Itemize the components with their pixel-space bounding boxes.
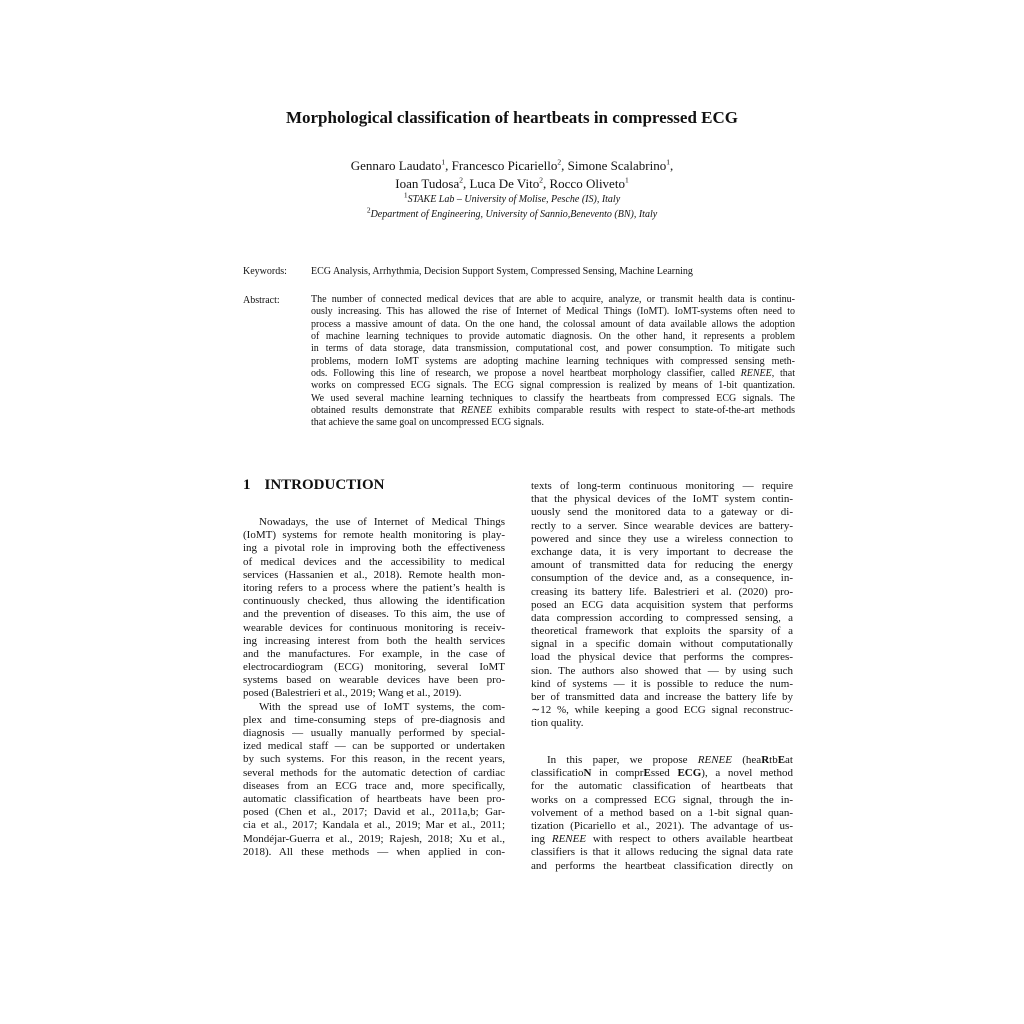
body-line: creasing its battery life. Balestrieri et al. (2020) pro- bbox=[531, 585, 793, 598]
section-number: 1 bbox=[243, 477, 251, 493]
body-line: In this paper, we propose RENEE (heaRtbEat bbox=[547, 754, 793, 766]
body-line: continuously checked, thus allowing the identification bbox=[243, 595, 505, 608]
body-line: uously send the monitored data to a gateway or di- bbox=[531, 506, 793, 519]
body-line: Mondéjar-Guerra et al., 2019; Rajesh, 2018; Xu et al., bbox=[243, 832, 505, 845]
body-line: texts of long-term continuous monitoring — require bbox=[531, 480, 793, 492]
abstract-line: ously increasing. This has allowed the rise of Internet of Medical Things (IoMT). IoMT-systems often need to bbox=[311, 306, 795, 318]
author-affiliation-mark: 1 bbox=[624, 175, 629, 185]
body-line: that the physical devices of the IoMT system contin- bbox=[531, 493, 793, 506]
body-line: systems based on wearable devices have been pro- bbox=[243, 674, 505, 687]
body-line: ing a pivotal role in improving both the effectiveness bbox=[243, 542, 505, 555]
affiliation-list bbox=[0, 190, 1024, 222]
body-line: ized medical staff — can be supported or undertaken bbox=[243, 740, 505, 753]
author-affiliation-mark: 2 bbox=[557, 157, 562, 167]
body-line: for the automatic classification of heartbeats that bbox=[531, 780, 793, 793]
body-line: consumption of the device and, as a consequence, in- bbox=[531, 572, 793, 585]
body-line: electrocardiogram (ECG) monitoring, several IoMT bbox=[243, 661, 505, 674]
section-heading bbox=[243, 477, 385, 494]
abstract-line: We used several machine learning techniques to classify the heartbeats from compressed ECG signals. The bbox=[311, 392, 795, 404]
affiliation-line bbox=[0, 190, 1024, 208]
body-line: works on a compressed ECG signal, through the in- bbox=[531, 793, 793, 806]
body-line: volvement of a method based on a 1-bit signal quan- bbox=[531, 806, 793, 819]
paper-title: Morphological classification of heartbeats in compressed ECG bbox=[285, 108, 739, 127]
author-list bbox=[0, 157, 1024, 193]
body-line: diseases from an ECG trace and, more specifically, bbox=[243, 779, 505, 792]
abstract-line: obtained results demonstrate that RENEE exhibits comparable results with respect to state-of-the-art methods bbox=[311, 405, 795, 417]
left-column bbox=[243, 516, 505, 859]
abstract-line: of machine learning techniques to provide automatic diagnosis. On the other hand, it represents a problem bbox=[311, 331, 795, 343]
body-line: 2018). All these methods — when applied in con- bbox=[243, 845, 505, 858]
abstract-line: works on compressed ECG signals. The ECG signal compression is realized by means of 1-bit quantization. bbox=[311, 380, 795, 392]
abstract-body bbox=[311, 294, 795, 430]
body-line: classifiers is that it allows reducing the signal data rate bbox=[531, 846, 793, 859]
body-line: and performs the heartbeat classification directly on bbox=[531, 859, 793, 872]
body-line: powered and since they use a wireless connection to bbox=[531, 532, 793, 545]
author-name: Ioan Tudosa bbox=[395, 176, 460, 191]
affiliation-mark: 2 bbox=[366, 205, 371, 215]
body-line: and the manufactures. For example, in the case of bbox=[243, 647, 505, 660]
author-line-2: Ioan Tudosa$^2$, Luca De Vito$^2$, Rocco Oliveto$^1$ bbox=[395, 175, 629, 191]
author-affiliation-mark: 2 bbox=[539, 175, 543, 185]
author-affiliation-mark: 1 bbox=[666, 157, 670, 167]
body-line: theoretical framework that exploits the sparsity of a bbox=[531, 625, 793, 638]
author-name: Gennaro Laudato bbox=[350, 158, 442, 173]
body-line: ing RENEE with respect to others available heartbeat bbox=[531, 833, 793, 846]
body-line: posed an ECG data acquisition system that performs bbox=[531, 598, 793, 611]
affiliation-mark: 1 bbox=[403, 190, 408, 200]
body-line: automatic classification of heartbeats have been pro- bbox=[243, 792, 505, 805]
body-line: posed (Balestrieri et al., 2019; Wang et al., 2019). bbox=[243, 687, 462, 700]
body-line: classificatioN in comprEssed ECG), a novel method bbox=[531, 767, 793, 780]
body-line: data compression according to compressed sensing, a bbox=[531, 611, 793, 624]
author-name: Rocco Oliveto bbox=[549, 176, 625, 191]
body-line: cia et al., 2017; Kandala et al., 2019; Mar et al., 2011; bbox=[243, 819, 505, 832]
body-line: load the physical device that performs the compres- bbox=[531, 651, 793, 664]
right-column-para1 bbox=[531, 480, 793, 731]
author-name: Luca De Vito bbox=[469, 176, 540, 191]
abstract-label: Abstract: bbox=[243, 295, 280, 306]
affiliation-line bbox=[0, 205, 1024, 223]
author-affiliation-mark: 1 bbox=[441, 157, 446, 167]
body-line: tion quality. bbox=[531, 717, 584, 730]
author-affiliation-mark: 2 bbox=[459, 175, 463, 185]
abstract-line: in terms of data storage, data transmission, computational cost, and power consumption. To mitigate such bbox=[311, 343, 795, 355]
body-line: ber of transmitted data and increase the battery life by bbox=[531, 691, 793, 703]
abstract-line: process a massive amount of data. On the one hand, the colossal amount of data available allows the adoption bbox=[311, 318, 795, 330]
body-line: sion. The authors also showed that — by using such bbox=[531, 664, 793, 677]
body-line: tization (Picariello et al., 2021). The advantage of us- bbox=[531, 819, 793, 832]
keywords-label: Keywords: bbox=[243, 266, 287, 277]
keywords-text: ECG Analysis, Arrhythmia, Decision Support System, Compressed Sensing, Machine Learning bbox=[311, 266, 693, 277]
body-line: amount of transmitted data for reducing the energy bbox=[531, 559, 793, 572]
author-name: Simone Scalabrino bbox=[567, 158, 667, 173]
abstract-line: ods. Following this line of research, we propose a novel heartbeat morphology classifier, called RENEE, that bbox=[311, 368, 795, 380]
body-line: by such systems. For this reason, in the recent years, bbox=[243, 753, 505, 766]
abstract-line: problems, modern IoMT systems are adopting machine learning techniques with compressed sensing meth- bbox=[311, 355, 795, 367]
author-line-1: Gennaro Laudato$^1$, Francesco Picariello$^2$, Simone Scalabrino$^1$, bbox=[350, 157, 674, 173]
abstract-line: that achieve the same goal on uncompressed ECG signals. bbox=[311, 417, 544, 429]
body-line: diagnosis — usually manually performed by special- bbox=[243, 727, 505, 739]
body-line: kind of systems — it is possible to reduce the num- bbox=[531, 677, 793, 690]
body-line: posed (Chen et al., 2017; David et al., 2011a,b; Gar- bbox=[243, 806, 505, 819]
affiliation-text: Department of Engineering, University of Sannio,Benevento (BN), Italy bbox=[370, 208, 658, 220]
body-line: With the spread use of IoMT systems, the com- bbox=[259, 700, 505, 713]
body-line: itoring refers to a process where the patient’s health is bbox=[243, 581, 505, 594]
body-line: plex and time-consuming steps of pre-diagnosis and bbox=[243, 713, 505, 726]
body-line: services (Hassanien et al., 2018). Remote health mon- bbox=[243, 568, 505, 581]
section-title: INTRODUCTION bbox=[264, 477, 385, 493]
right-column-para2 bbox=[531, 754, 793, 873]
body-line: and the prevention of diseases. To this aim, the use of bbox=[243, 608, 505, 621]
body-line: ∼12 %, while keeping a good ECG signal reconstruc- bbox=[531, 704, 793, 717]
body-line: rectly to a server. Since wearable devices are battery- bbox=[531, 519, 793, 532]
body-line: of medical devices and the accessibility to medical bbox=[243, 555, 505, 568]
body-line: (IoMT) systems for remote health monitoring is play- bbox=[243, 529, 505, 542]
affiliation-text: STAKE Lab – University of Molise, Pesche (IS), Italy bbox=[407, 194, 621, 205]
author-name: Francesco Picariello bbox=[451, 158, 558, 173]
body-line: wearable devices for continuous monitoring is receiv- bbox=[243, 621, 505, 634]
body-line: ing increasing interest from both the health services bbox=[243, 634, 505, 647]
body-line: exchange data, it is very important to decrease the bbox=[531, 545, 793, 558]
abstract-line: The number of connected medical devices that are able to acquire, analyze, or transmit health data is continu- bbox=[311, 294, 795, 305]
body-line: Nowadays, the use of Internet of Medical Things bbox=[259, 516, 505, 528]
body-line: several methods for the automatic detection of cardiac bbox=[243, 766, 505, 779]
body-line: signal in a specific domain without computationally bbox=[531, 638, 793, 651]
